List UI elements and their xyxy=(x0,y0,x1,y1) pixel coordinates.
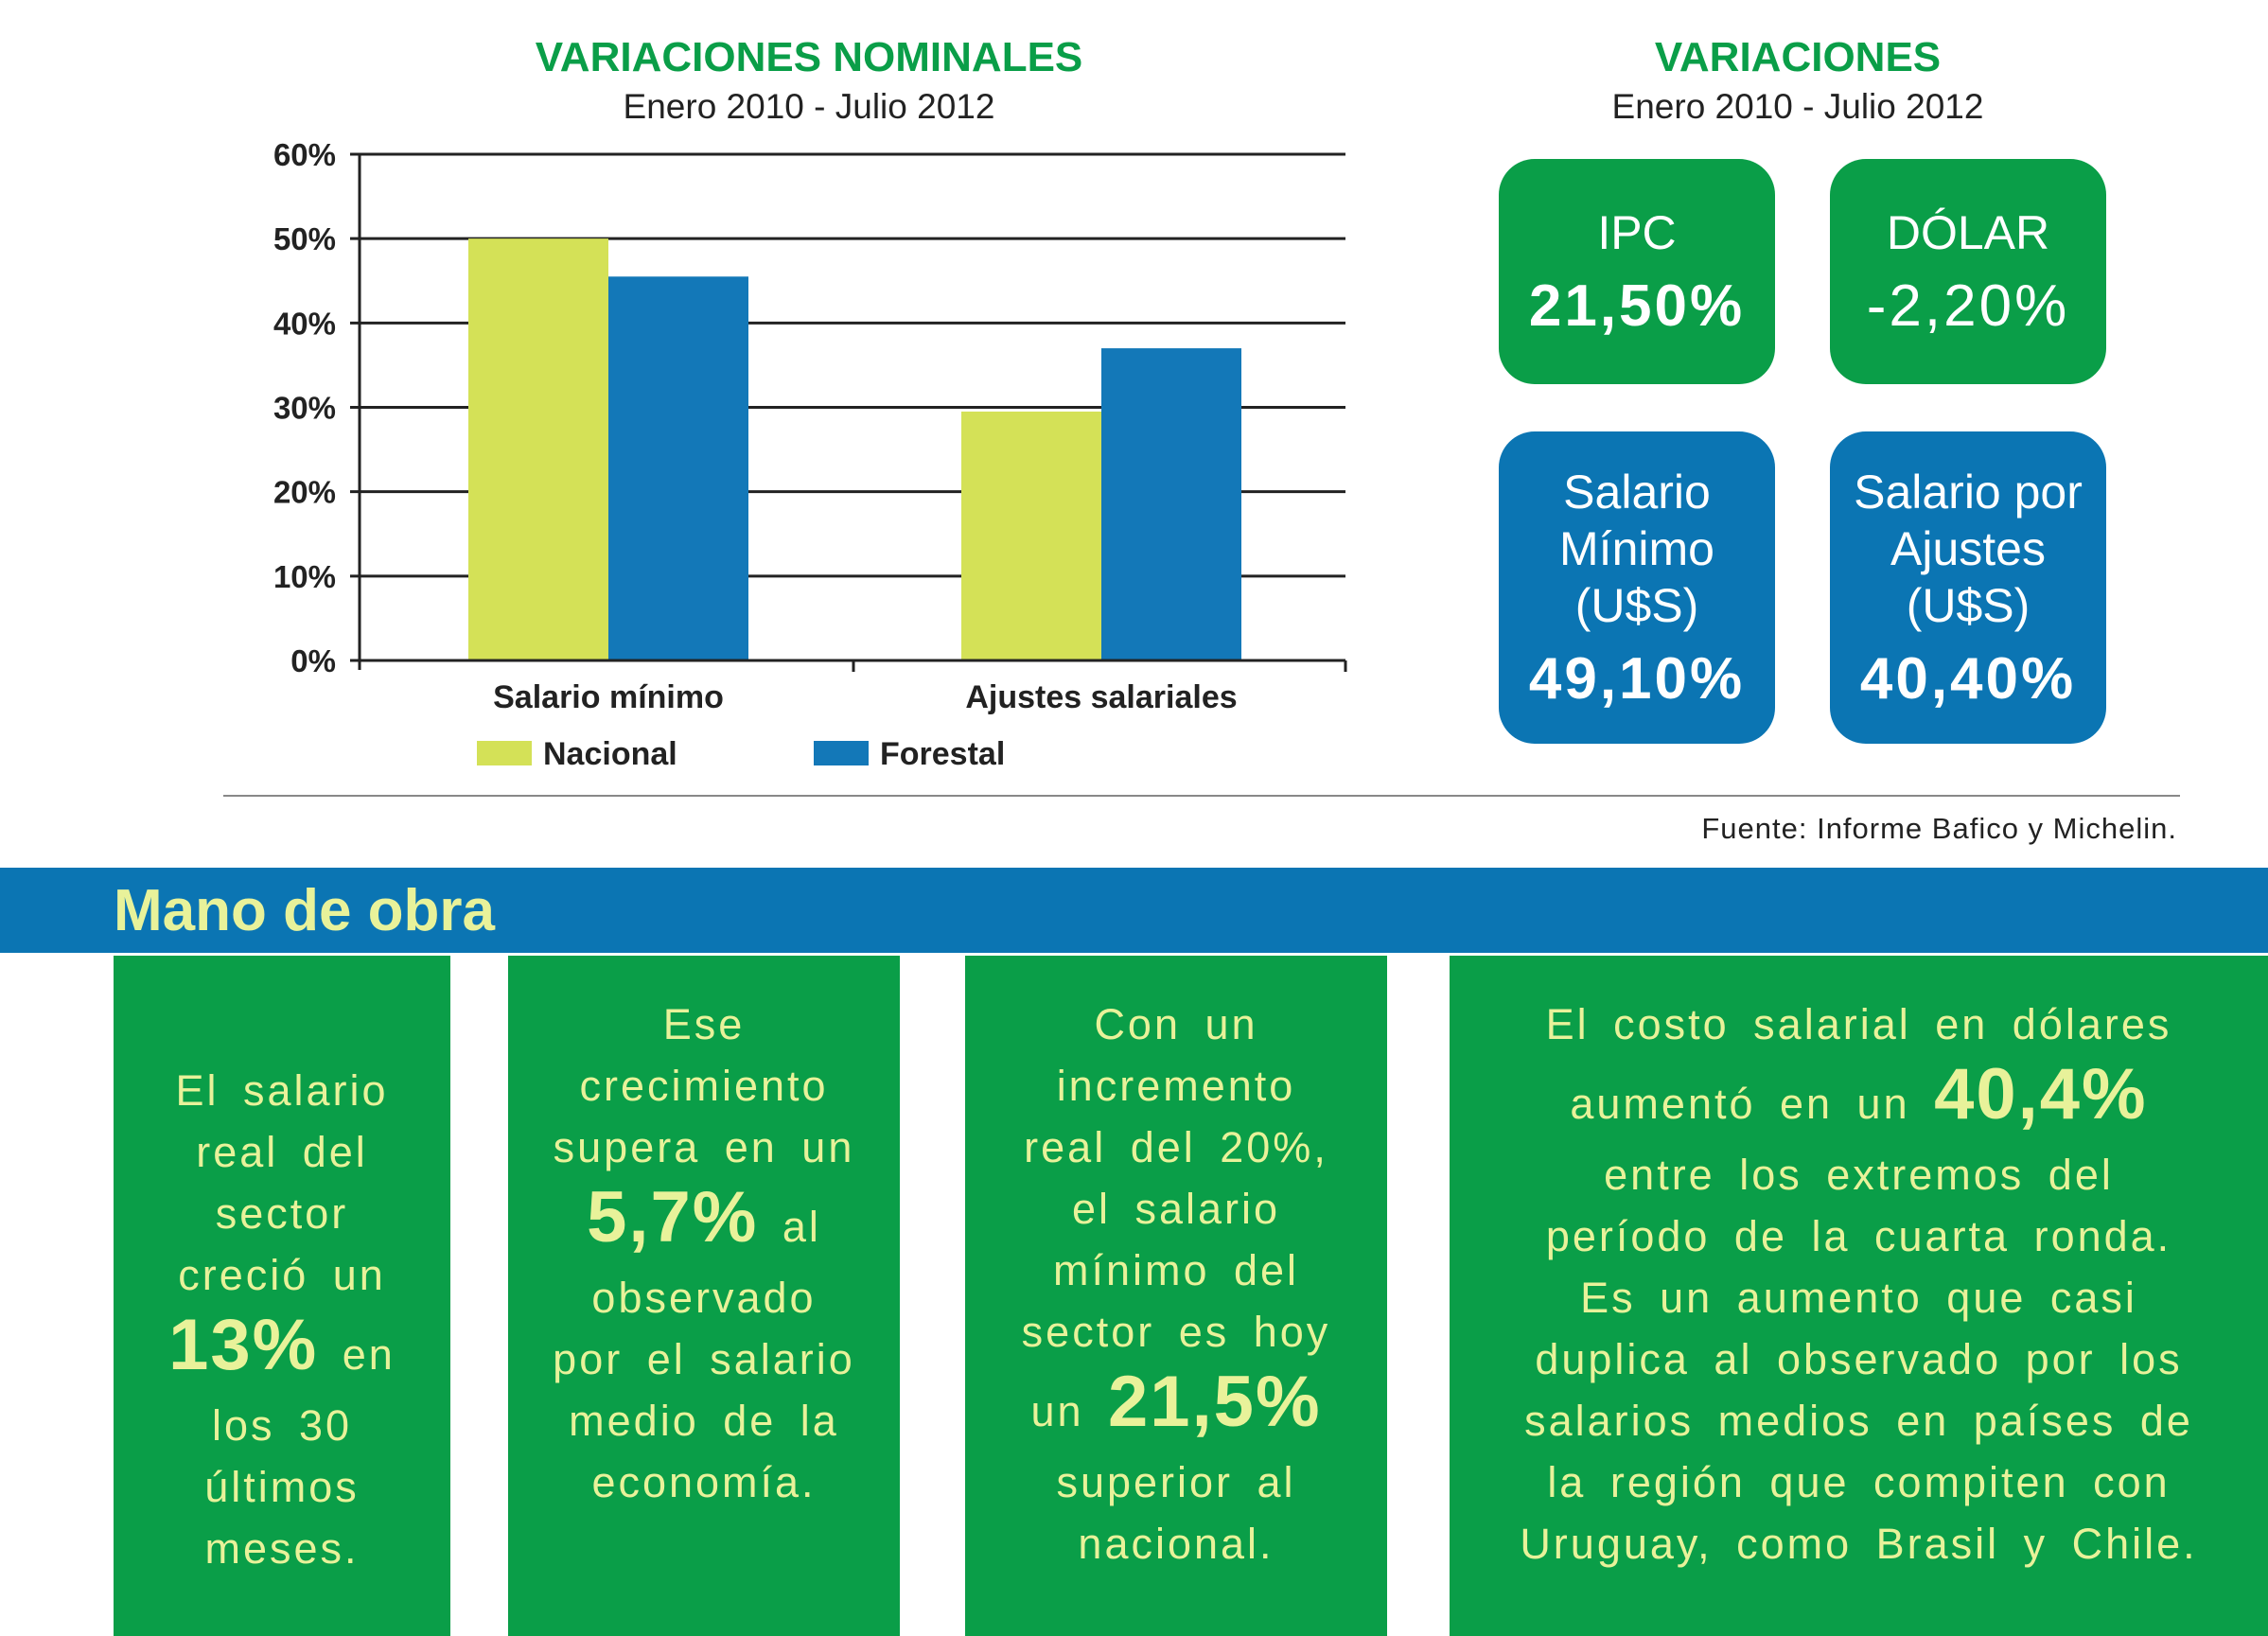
box1-line: últimos xyxy=(204,1463,360,1511)
box4-line: entre los extremos del xyxy=(1604,1151,2114,1199)
box1-line: meses. xyxy=(204,1524,360,1573)
bar-nacional-1 xyxy=(961,412,1101,660)
tile-salario-minimo xyxy=(1499,431,1775,744)
bar-nacional-0 xyxy=(468,238,608,660)
tile-ipc-label: IPC xyxy=(1597,205,1677,259)
box4-line: período de la cuarta ronda. xyxy=(1545,1212,2172,1260)
box3-line: superior al xyxy=(1056,1458,1296,1506)
section-title: Mano de obra xyxy=(114,878,496,943)
box4-line: El costo salarial en dólares xyxy=(1545,1000,2172,1048)
box3-line: sector es hoy xyxy=(1021,1308,1331,1356)
tile-salario-minimo-label-2: Mínimo xyxy=(1559,521,1714,575)
legend-swatch-nacional xyxy=(477,741,532,765)
bar-chart xyxy=(0,0,1381,795)
tile-salario-ajustes-label-2: Ajustes xyxy=(1890,521,2046,575)
divider xyxy=(223,795,2180,797)
box1-line: sector xyxy=(215,1189,349,1238)
box4-line: la región que compiten con xyxy=(1547,1458,2171,1506)
source-note: Fuente: Informe Bafico y Michelin. xyxy=(1701,812,2177,845)
x-category-label: Ajustes salariales xyxy=(965,679,1238,715)
chart-title: VARIACIONES NOMINALES xyxy=(535,34,1083,80)
info-box-3 xyxy=(965,956,1387,1636)
box4-line: Uruguay, como Brasil y Chile. xyxy=(1520,1520,2198,1568)
box2-line: economía. xyxy=(591,1458,817,1506)
info-box-1 xyxy=(114,956,450,1636)
bar-forestal-0 xyxy=(608,276,748,660)
box3-line: nacional. xyxy=(1078,1520,1275,1568)
box2-line: por el salario xyxy=(553,1335,855,1383)
y-tick-label: 40% xyxy=(273,306,336,342)
box3-line: Con un xyxy=(1094,1000,1258,1048)
box2-line: supera en un xyxy=(553,1123,855,1171)
box2-line: observado xyxy=(591,1274,817,1322)
legend-label-forestal: Forestal xyxy=(880,736,1006,772)
legend-swatch-forestal xyxy=(814,741,869,765)
box3-line: mínimo del xyxy=(1052,1246,1300,1294)
tile-salario-ajustes-label-3: (U$S) xyxy=(1906,578,2031,632)
tile-ipc xyxy=(1499,159,1775,384)
legend-label-nacional: Nacional xyxy=(543,736,677,772)
box1-highlight: 13% xyxy=(168,1305,319,1385)
box3-line: real del 20%, xyxy=(1024,1123,1328,1171)
box1-after: en xyxy=(342,1330,396,1379)
box1-line: los 30 xyxy=(211,1401,353,1450)
box4-highlight: 40,4% xyxy=(1934,1054,2148,1135)
tile-salario-minimo-label-3: (U$S) xyxy=(1574,578,1699,632)
tile-salario-ajustes xyxy=(1830,431,2106,744)
y-tick-label: 20% xyxy=(273,474,336,510)
y-tick-label: 30% xyxy=(273,390,336,426)
bar-forestal-1 xyxy=(1101,348,1241,660)
y-tick-label: 50% xyxy=(273,221,336,257)
tile-salario-minimo-label-1: Salario xyxy=(1563,465,1711,519)
y-tick-label: 0% xyxy=(290,643,336,678)
chart-subtitle: Enero 2010 - Julio 2012 xyxy=(623,87,995,126)
x-category-label: Salario mínimo xyxy=(493,679,724,715)
box1-line: El salario xyxy=(175,1066,389,1115)
variaciones-title: VARIACIONES xyxy=(1654,34,1942,80)
box4-line: Es un aumento que casi xyxy=(1580,1274,2137,1322)
tile-salario-ajustes-label-1: Salario por xyxy=(1854,465,2083,519)
tile-dolar xyxy=(1830,159,2106,384)
box2-line: crecimiento xyxy=(579,1062,829,1110)
y-tick-label: 60% xyxy=(273,137,336,172)
box3-highlight: 21,5% xyxy=(1108,1362,1322,1442)
info-box-2 xyxy=(508,956,900,1636)
y-tick-label: 10% xyxy=(273,558,336,594)
box4-line: duplica al observado por los xyxy=(1535,1335,2183,1383)
box1-line: creció un xyxy=(178,1251,386,1299)
box3-line: el salario xyxy=(1071,1185,1281,1233)
box3-line: incremento xyxy=(1056,1062,1296,1110)
box2-highlight: 5,7% xyxy=(587,1177,759,1258)
box2-line: medio de la xyxy=(569,1397,839,1445)
box4-line: salarios medios en países de xyxy=(1524,1397,2193,1445)
info-box-4 xyxy=(1450,956,2268,1636)
box1-line: real del xyxy=(196,1128,368,1176)
box2-line: Ese xyxy=(662,1000,746,1048)
section-band xyxy=(0,868,2268,953)
box4-before: aumentó en un xyxy=(1570,1080,1910,1128)
tile-salario-ajustes-value: 40,40% xyxy=(1859,645,2077,712)
tile-ipc-value: 21,50% xyxy=(1528,273,1746,339)
box3-before: un xyxy=(1030,1387,1084,1435)
variaciones-subtitle: Enero 2010 - Julio 2012 xyxy=(1611,87,1984,126)
box2-after: al xyxy=(782,1203,821,1251)
tile-salario-minimo-value: 49,10% xyxy=(1528,645,1746,712)
tile-dolar-value: -2,20% xyxy=(1866,273,2070,339)
tile-dolar-label: DÓLAR xyxy=(1886,205,2050,259)
